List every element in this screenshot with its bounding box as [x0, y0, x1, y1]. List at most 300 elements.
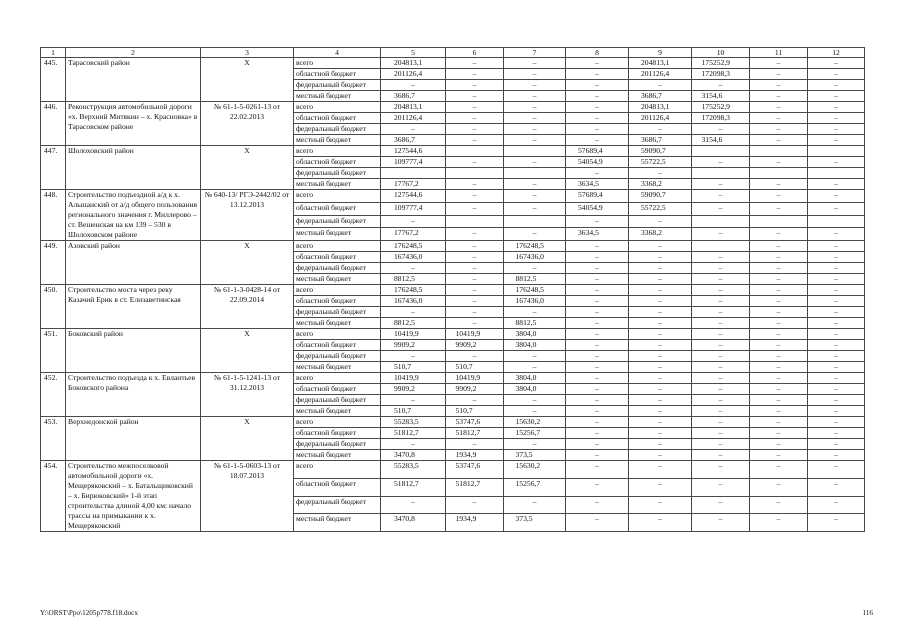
- value-cell: [504, 252, 566, 263]
- value-text: –: [834, 263, 838, 272]
- value-text: 204813,1: [641, 58, 670, 67]
- value-cell: [566, 241, 629, 252]
- value-text: –: [718, 406, 723, 415]
- value-text: –: [595, 351, 599, 360]
- value-text: –: [718, 307, 723, 316]
- value-text: –: [472, 69, 477, 78]
- value-cell: [750, 146, 808, 157]
- value-cell: [692, 168, 750, 179]
- value-cell: [750, 228, 808, 241]
- value-text: –: [532, 190, 537, 199]
- value-cell: [692, 135, 750, 146]
- value-cell: [566, 157, 629, 168]
- value-text: –: [595, 373, 599, 382]
- value-text: –: [776, 241, 781, 250]
- column-number: 10: [692, 48, 750, 58]
- value-text: –: [718, 428, 723, 437]
- value-text: –: [718, 496, 723, 506]
- value-cell: [504, 307, 566, 318]
- value-text: –: [658, 373, 662, 382]
- value-text: 176248,5: [515, 285, 544, 294]
- value-cell: [629, 215, 692, 228]
- value-text: –: [658, 450, 662, 459]
- entry-number: 454.: [41, 461, 66, 532]
- value-text: –: [834, 351, 838, 360]
- value-text: –: [776, 252, 781, 261]
- value-cell: [504, 263, 566, 274]
- value-cell: [566, 168, 629, 179]
- value-text: –: [472, 307, 477, 316]
- value-cell: [381, 285, 446, 296]
- value-cell: [446, 202, 504, 215]
- value-text: –: [658, 241, 662, 250]
- table-row: [41, 285, 865, 296]
- value-cell: [808, 80, 865, 91]
- value-cell: [629, 373, 692, 384]
- value-cell: [692, 80, 750, 91]
- value-text: 510,7: [455, 406, 473, 415]
- value-cell: [808, 406, 865, 417]
- value-cell: [629, 439, 692, 450]
- value-text: 510,7: [455, 362, 473, 371]
- value-text: 15630,2: [515, 417, 541, 426]
- value-cell: [504, 91, 566, 102]
- value-cell: [446, 417, 504, 428]
- value-text: –: [658, 296, 662, 305]
- budget-type: местный бюджет: [294, 450, 381, 461]
- value-cell: [750, 190, 808, 203]
- value-cell: [446, 80, 504, 91]
- value-text: 204813,1: [641, 102, 670, 111]
- value-text: –: [472, 263, 477, 272]
- table-row: [41, 329, 865, 340]
- value-cell: [750, 373, 808, 384]
- value-text: –: [411, 124, 415, 133]
- value-cell: [750, 461, 808, 479]
- value-cell: [381, 362, 446, 373]
- value-text: –: [776, 296, 781, 305]
- value-text: –: [532, 69, 537, 78]
- value-text: 51812,7: [455, 428, 481, 437]
- entry-number: 448.: [41, 190, 66, 241]
- value-cell: [808, 113, 865, 124]
- table-row: [41, 241, 865, 252]
- value-cell: [692, 124, 750, 135]
- value-cell: [750, 362, 808, 373]
- budget-type: федеральный бюджет: [294, 307, 381, 318]
- value-cell: [629, 80, 692, 91]
- value-text: 127544,6: [394, 146, 423, 155]
- value-cell: [504, 417, 566, 428]
- value-text: –: [595, 124, 599, 133]
- value-cell: [566, 263, 629, 274]
- value-text: 10419,9: [394, 329, 419, 338]
- value-cell: [504, 373, 566, 384]
- value-cell: [566, 113, 629, 124]
- value-cell: [692, 496, 750, 514]
- value-cell: [566, 406, 629, 417]
- value-cell: [692, 102, 750, 113]
- value-text: 1934,9: [455, 450, 477, 459]
- value-cell: [629, 135, 692, 146]
- entry-name: Реконструкция автомобильной дороги «х. Верхний Митякин – х. Красновка» в Тарасовском районе: [66, 102, 201, 146]
- budget-type: всего: [294, 373, 381, 384]
- value-text: –: [834, 461, 838, 470]
- entry-document: Х: [201, 417, 294, 461]
- value-cell: [566, 478, 629, 496]
- value-text: –: [532, 91, 537, 100]
- value-text: –: [595, 102, 599, 111]
- value-cell: [629, 307, 692, 318]
- value-cell: [692, 406, 750, 417]
- value-text: –: [595, 406, 599, 415]
- value-text: –: [658, 285, 662, 294]
- value-text: –: [718, 202, 723, 212]
- value-cell: [566, 461, 629, 479]
- value-text: –: [776, 362, 781, 371]
- value-text: –: [718, 461, 723, 470]
- value-text: 55722,5: [641, 202, 666, 212]
- value-text: 201126,4: [394, 69, 423, 78]
- value-text: 15256,7: [515, 428, 541, 437]
- value-text: –: [776, 285, 781, 294]
- value-cell: [566, 146, 629, 157]
- budget-type: федеральный бюджет: [294, 168, 381, 179]
- value-cell: [381, 351, 446, 362]
- value-text: –: [595, 168, 599, 177]
- value-cell: [504, 113, 566, 124]
- value-text: –: [411, 215, 415, 225]
- value-cell: [808, 384, 865, 395]
- value-cell: [808, 318, 865, 329]
- value-text: –: [776, 263, 781, 272]
- value-text: –: [532, 406, 537, 415]
- value-cell: [750, 263, 808, 274]
- value-text: –: [834, 478, 838, 488]
- value-text: 167436,0: [515, 252, 544, 261]
- value-cell: [504, 428, 566, 439]
- value-text: –: [472, 296, 477, 305]
- value-text: 167436,0: [394, 252, 423, 261]
- value-cell: [808, 351, 865, 362]
- value-cell: [566, 395, 629, 406]
- value-text: –: [532, 307, 537, 316]
- entry-document: № 61-1-5-0261-13 от 22.02.2013: [201, 102, 294, 146]
- value-text: –: [532, 135, 537, 144]
- value-cell: [629, 395, 692, 406]
- value-cell: [504, 157, 566, 168]
- value-cell: [504, 340, 566, 351]
- value-text: –: [472, 274, 477, 283]
- value-text: –: [658, 329, 662, 338]
- value-text: 3804,0: [515, 373, 537, 382]
- value-cell: [446, 351, 504, 362]
- value-cell: [629, 285, 692, 296]
- value-text: –: [834, 340, 838, 349]
- value-text: 59090,7: [641, 190, 666, 199]
- value-text: –: [776, 113, 781, 122]
- budget-type: местный бюджет: [294, 274, 381, 285]
- value-cell: [381, 274, 446, 285]
- value-cell: [381, 190, 446, 203]
- value-text: –: [595, 80, 599, 89]
- value-text: –: [472, 252, 477, 261]
- value-cell: [381, 373, 446, 384]
- value-cell: [629, 113, 692, 124]
- value-text: 3470,8: [394, 450, 415, 459]
- value-text: 51812,7: [455, 478, 481, 488]
- value-cell: [692, 157, 750, 168]
- value-cell: [504, 80, 566, 91]
- value-cell: [808, 417, 865, 428]
- value-cell: [692, 263, 750, 274]
- value-cell: [381, 318, 446, 329]
- value-text: 15256,7: [515, 478, 541, 488]
- budget-type: областной бюджет: [294, 478, 381, 496]
- value-cell: [566, 428, 629, 439]
- value-cell: [750, 307, 808, 318]
- value-text: 57689,4: [578, 146, 603, 155]
- value-text: –: [834, 329, 838, 338]
- value-cell: [629, 157, 692, 168]
- value-cell: [566, 296, 629, 307]
- value-text: –: [834, 362, 838, 371]
- value-cell: [808, 69, 865, 80]
- value-text: –: [834, 179, 838, 188]
- value-text: –: [595, 417, 599, 426]
- value-text: 3686,7: [641, 91, 662, 100]
- value-cell: [808, 329, 865, 340]
- value-cell: [692, 318, 750, 329]
- entry-document: № 61-1-3-0428-14 от 22.09.2014: [201, 285, 294, 329]
- value-text: –: [834, 439, 838, 448]
- value-cell: [566, 307, 629, 318]
- value-cell: [808, 340, 865, 351]
- budget-type: местный бюджет: [294, 318, 381, 329]
- value-cell: [629, 329, 692, 340]
- value-cell: [566, 417, 629, 428]
- value-cell: [566, 179, 629, 190]
- value-cell: [692, 252, 750, 263]
- value-text: 8812,5: [394, 274, 415, 283]
- value-cell: [692, 113, 750, 124]
- value-text: –: [472, 202, 477, 212]
- value-cell: [808, 146, 865, 157]
- entry-name: Строительство подъезда к х. Евлантьев Боковского района: [66, 373, 201, 417]
- value-text: –: [532, 58, 537, 67]
- value-cell: [750, 478, 808, 496]
- value-cell: [566, 102, 629, 113]
- value-cell: [750, 428, 808, 439]
- value-text: –: [595, 450, 599, 459]
- value-cell: [808, 228, 865, 241]
- value-text: –: [595, 478, 599, 488]
- budget-type: всего: [294, 58, 381, 69]
- value-cell: [750, 384, 808, 395]
- value-text: –: [834, 285, 838, 294]
- value-cell: [381, 215, 446, 228]
- value-cell: [381, 202, 446, 215]
- value-cell: [381, 461, 446, 479]
- budget-type: областной бюджет: [294, 340, 381, 351]
- budget-type: местный бюджет: [294, 362, 381, 373]
- value-text: 510,7: [394, 362, 412, 371]
- value-cell: [750, 124, 808, 135]
- value-cell: [629, 179, 692, 190]
- value-cell: [629, 102, 692, 113]
- value-text: –: [776, 450, 781, 459]
- value-text: 3686,7: [394, 135, 415, 144]
- value-text: –: [776, 228, 781, 238]
- value-text: 109777,4: [394, 157, 423, 166]
- value-cell: [692, 395, 750, 406]
- value-text: –: [595, 384, 599, 393]
- value-text: 9909,2: [455, 340, 477, 349]
- entry-number: 446.: [41, 102, 66, 146]
- value-cell: [629, 362, 692, 373]
- value-cell: [504, 274, 566, 285]
- value-text: 3368,2: [641, 179, 662, 188]
- budget-type: федеральный бюджет: [294, 439, 381, 450]
- value-text: –: [532, 157, 537, 166]
- value-text: –: [776, 179, 781, 188]
- value-cell: [566, 228, 629, 241]
- budget-type: областной бюджет: [294, 202, 381, 215]
- value-cell: [381, 450, 446, 461]
- value-cell: [446, 478, 504, 496]
- value-cell: [566, 91, 629, 102]
- value-text: –: [834, 252, 838, 261]
- value-text: –: [595, 241, 599, 250]
- value-text: –: [776, 274, 781, 283]
- value-cell: [446, 450, 504, 461]
- value-text: –: [595, 362, 599, 371]
- value-text: –: [718, 340, 723, 349]
- value-text: –: [658, 252, 662, 261]
- value-text: –: [658, 318, 662, 327]
- value-cell: [808, 428, 865, 439]
- column-number: 2: [66, 48, 201, 58]
- value-cell: [381, 135, 446, 146]
- entry-name: Верхнедонской район: [66, 417, 201, 461]
- value-cell: [808, 215, 865, 228]
- value-text: 8812,5: [515, 318, 537, 327]
- value-cell: [566, 124, 629, 135]
- value-text: –: [595, 252, 599, 261]
- entry-document: № 61-1-5-1241-13 от 31.12.2013: [201, 373, 294, 417]
- value-cell: [808, 274, 865, 285]
- value-cell: [381, 113, 446, 124]
- value-cell: [381, 439, 446, 450]
- value-cell: [629, 146, 692, 157]
- value-cell: [692, 384, 750, 395]
- value-text: –: [472, 124, 477, 133]
- value-text: –: [595, 215, 599, 225]
- value-text: –: [834, 202, 838, 212]
- value-text: –: [658, 514, 662, 524]
- value-text: –: [718, 478, 723, 488]
- value-cell: [381, 80, 446, 91]
- value-cell: [504, 318, 566, 329]
- value-cell: [808, 124, 865, 135]
- value-cell: [692, 351, 750, 362]
- value-text: –: [718, 351, 723, 360]
- value-cell: [566, 384, 629, 395]
- value-text: 54054,9: [578, 202, 603, 212]
- value-cell: [566, 190, 629, 203]
- value-text: –: [658, 362, 662, 371]
- value-cell: [808, 395, 865, 406]
- value-text: –: [834, 91, 838, 100]
- value-text: –: [776, 395, 781, 404]
- value-cell: [750, 252, 808, 263]
- value-text: –: [658, 428, 662, 437]
- column-number: 12: [808, 48, 865, 58]
- value-text: 172098,3: [701, 69, 730, 78]
- value-cell: [750, 168, 808, 179]
- value-cell: [566, 351, 629, 362]
- value-text: –: [834, 135, 838, 144]
- value-cell: [808, 478, 865, 496]
- value-text: 54054,9: [578, 157, 603, 166]
- value-cell: [808, 263, 865, 274]
- value-cell: [750, 351, 808, 362]
- value-text: 176248,5: [394, 241, 423, 250]
- value-cell: [750, 202, 808, 215]
- value-cell: [446, 439, 504, 450]
- value-text: –: [532, 228, 537, 238]
- value-text: –: [776, 91, 781, 100]
- value-cell: [808, 373, 865, 384]
- value-cell: [504, 362, 566, 373]
- value-cell: [381, 329, 446, 340]
- value-text: –: [776, 428, 781, 437]
- value-text: 15630,2: [515, 461, 541, 470]
- value-text: –: [834, 428, 838, 437]
- value-text: –: [834, 450, 838, 459]
- budget-type: всего: [294, 461, 381, 479]
- value-text: –: [532, 362, 537, 371]
- value-cell: [750, 179, 808, 190]
- value-text: –: [718, 450, 723, 459]
- value-text: –: [718, 514, 723, 524]
- value-cell: [566, 58, 629, 69]
- value-text: –: [472, 496, 477, 506]
- value-cell: [750, 58, 808, 69]
- value-text: –: [658, 351, 662, 360]
- value-cell: [629, 228, 692, 241]
- value-text: 3634,5: [578, 228, 599, 238]
- value-cell: [446, 285, 504, 296]
- entry-name: Азовский район: [66, 241, 201, 285]
- value-text: –: [472, 241, 477, 250]
- value-cell: [750, 69, 808, 80]
- value-text: –: [718, 384, 723, 393]
- value-cell: [692, 241, 750, 252]
- value-cell: [381, 307, 446, 318]
- value-text: –: [658, 263, 662, 272]
- value-text: –: [776, 478, 781, 488]
- value-text: –: [776, 102, 781, 111]
- value-cell: [692, 58, 750, 69]
- value-text: –: [532, 179, 537, 188]
- value-cell: [381, 252, 446, 263]
- value-text: –: [776, 190, 781, 199]
- value-cell: [446, 228, 504, 241]
- value-cell: [692, 285, 750, 296]
- value-cell: [808, 296, 865, 307]
- value-text: –: [658, 439, 662, 448]
